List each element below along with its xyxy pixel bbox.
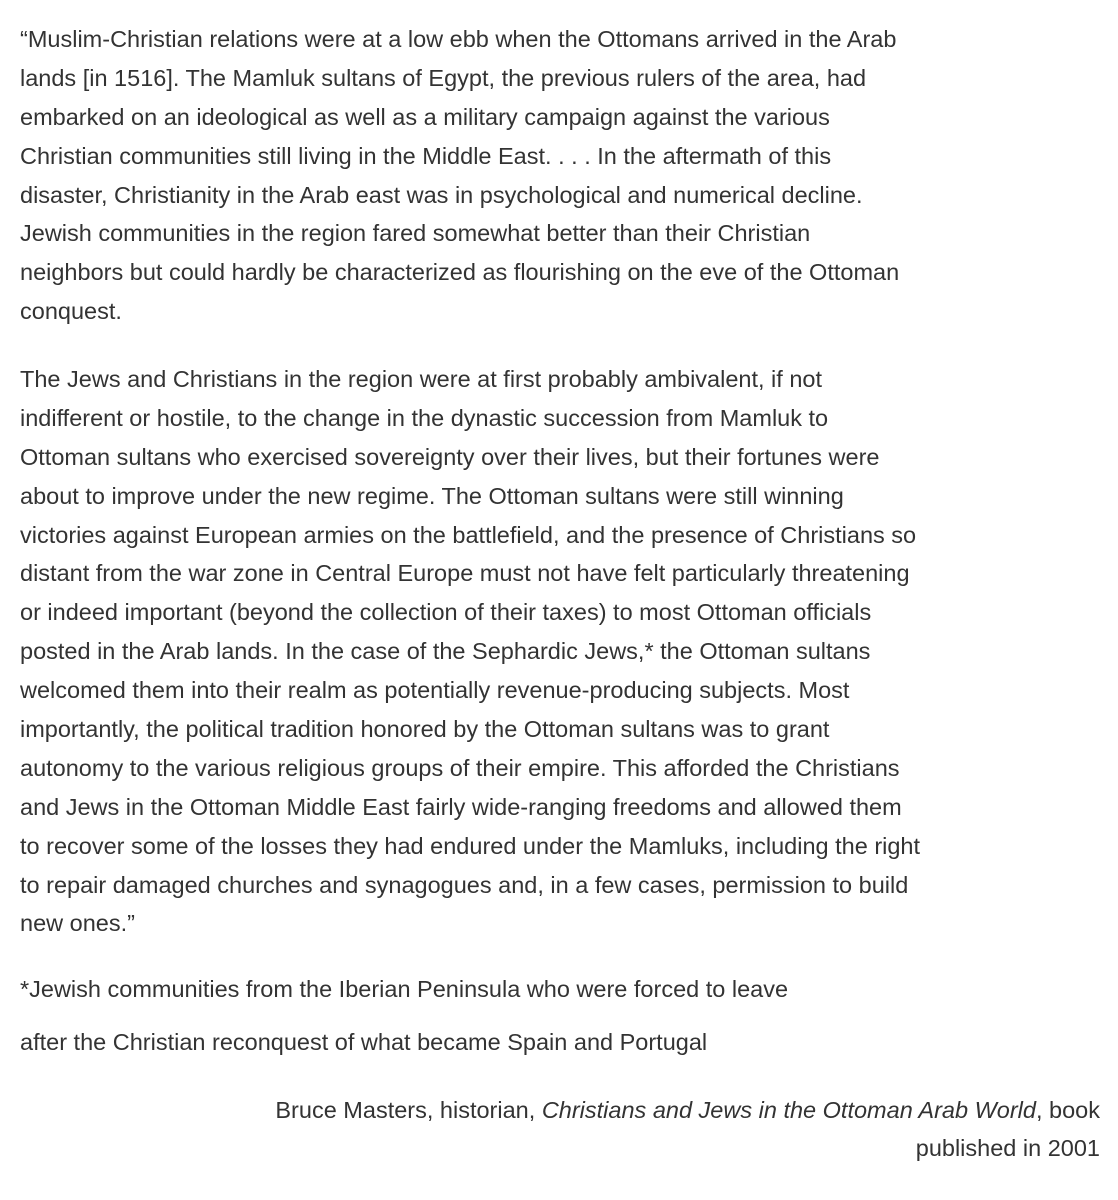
text-line: to repair damaged churches and synagogues and, in a few cases, permission to build [20, 871, 909, 898]
footnote-line-1: *Jewish communities from the Iberian Peninsula who were forced to leave [20, 976, 789, 1002]
text-line: lands [in 1516]. The Mamluk sultans of Egypt, the previous rulers of the area, had [20, 64, 867, 91]
text-line: posted in the Arab lands. In the case of the Sephardic Jews,* the Ottoman sultans [20, 638, 871, 665]
citation-line-2: published in 2001 [915, 1135, 1100, 1161]
text-line: victories against European armies on the battlefield, and the presence of Christians so [20, 521, 917, 548]
text-line: neighbors but could hardly be characterized as flourishing on the eve of the Ottoman [20, 259, 900, 286]
citation-book-title: Christians and Jews in the Ottoman Arab World [541, 1097, 1036, 1123]
text-line: Ottoman sultans who exercised sovereignty over their lives, but their fortunes were [20, 443, 880, 470]
citation-author: Bruce Masters, historian, [275, 1097, 542, 1123]
citation-suffix: , book [1035, 1097, 1100, 1123]
text-line: distant from the war zone in Central Europe must not have felt particularly threatening [20, 560, 910, 587]
text-line: indifferent or hostile, to the change in the dynastic succession from Mamluk to [20, 404, 829, 431]
quote-paragraph-2 [20, 360, 920, 943]
text-line: embarked on an ideological as well as a military campaign against the various [20, 103, 830, 130]
text-line: Christian communities still living in the Middle East. . . . In the aftermath of this [20, 142, 832, 169]
source-citation [275, 1091, 1100, 1167]
text-line: conquest. [20, 298, 122, 325]
text-line: The Jews and Christians in the region were at first probably ambivalent, if not [20, 366, 823, 392]
text-line: to recover some of the losses they had endured under the Mamluks, including the right [20, 832, 921, 859]
quote-paragraph-1 [20, 20, 899, 331]
text-line: and Jews in the Ottoman Middle East fairly wide-ranging freedoms and allowed them [20, 793, 902, 820]
text-line: welcomed them into their realm as potentially revenue-producing subjects. Most [20, 677, 850, 704]
text-line: autonomy to the various religious groups of their empire. This afforded the Christians [20, 754, 900, 781]
text-line: “Muslim-Christian relations were at a low ebb when the Ottomans arrived in the Arab [20, 26, 897, 52]
text-line: disaster, Christianity in the Arab east was in psychological and numerical decline. [20, 181, 863, 208]
footnote-line-2: after the Christian reconquest of what became Spain and Portugal [20, 1029, 708, 1055]
text-line: about to improve under the new regime. The Ottoman sultans were still winning [20, 482, 844, 509]
text-line: Jewish communities in the region fared somewhat better than their Christian [20, 220, 811, 247]
text-line: or indeed important (beyond the collection of their taxes) to most Ottoman officials [20, 599, 872, 626]
citation-line-1 [275, 1091, 1100, 1129]
text-line: importantly, the political tradition honored by the Ottoman sultans was to grant [20, 716, 830, 743]
text-line: new ones.” [20, 910, 135, 937]
